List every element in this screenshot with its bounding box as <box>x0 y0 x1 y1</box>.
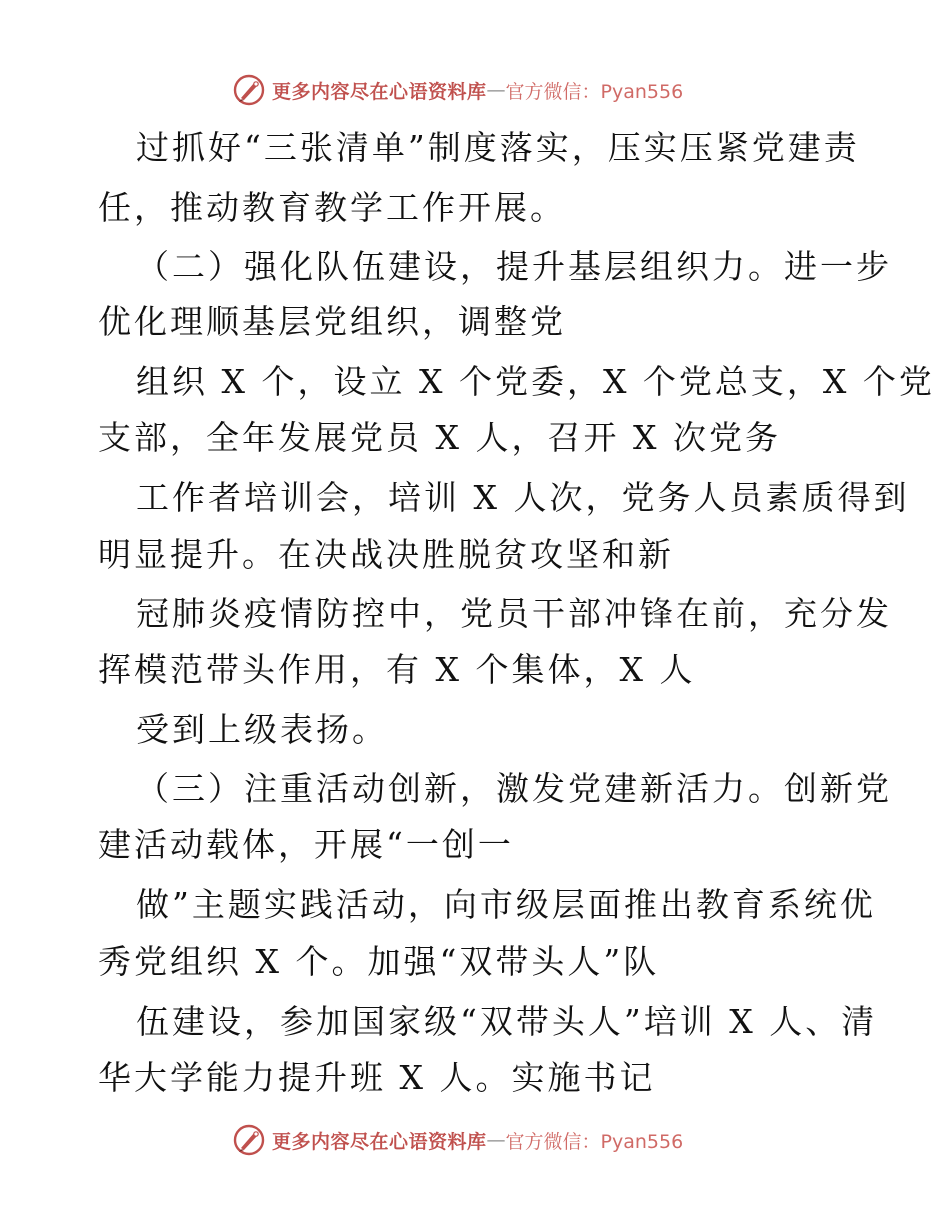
text-line: （二）强化队伍建设，提升基层组织力。进一步 <box>136 247 892 286</box>
text-line: 受到上级表扬。 <box>136 710 388 749</box>
text-line: 挥模范带头作用，有 X 个集体，X 人 <box>98 650 696 689</box>
text-line: 建活动载体，开展“一创一 <box>98 825 514 864</box>
text-line: 冠肺炎疫情防控中，党员干部冲锋在前，充分发 <box>136 594 892 633</box>
watermark-contact: 官方微信：Pyan556 <box>505 80 684 103</box>
text-line: 华大学能力提升班 X 人。实施书记 <box>98 1058 656 1097</box>
text-line: 伍建设，参加国家级“双带头人”培训 X 人、清 <box>136 1002 878 1041</box>
watermark-brand: 更多内容尽在心语资料库 <box>272 1130 487 1153</box>
watermark-footer <box>232 1123 683 1157</box>
text-line: 支部，全年发展党员 X 人，召开 X 次党务 <box>98 418 781 457</box>
text-line: 工作者培训会，培训 X 人次，党务人员素质得到 <box>136 478 910 517</box>
text-line: 优化理顺基层党组织，调整党 <box>98 302 566 341</box>
text-line: 明显提升。在决战决胜脱贫攻坚和新 <box>98 535 674 574</box>
watermark-brand: 更多内容尽在心语资料库 <box>272 80 487 103</box>
watermark-contact: 官方微信：Pyan556 <box>505 1130 684 1153</box>
text-line: 秀党组织 X 个。加强“双带头人”队 <box>98 942 660 981</box>
text-line: （三）注重活动创新，激发党建新活力。创新党 <box>136 769 892 808</box>
watermark-dash: — <box>486 79 506 101</box>
text-line: 任，推动教育教学工作开展。 <box>98 188 566 227</box>
text-line: 做”主题实践活动，向市级层面推出教育系统优 <box>136 885 876 924</box>
brush-pen-circle-icon <box>232 1123 266 1157</box>
text-line: 组织 X 个，设立 X 个党委，X 个党总支，X 个党 <box>136 362 935 401</box>
text-line: 过抓好“三张清单”制度落实，压实压紧党建责 <box>136 128 860 167</box>
watermark-dash: — <box>486 1129 506 1151</box>
